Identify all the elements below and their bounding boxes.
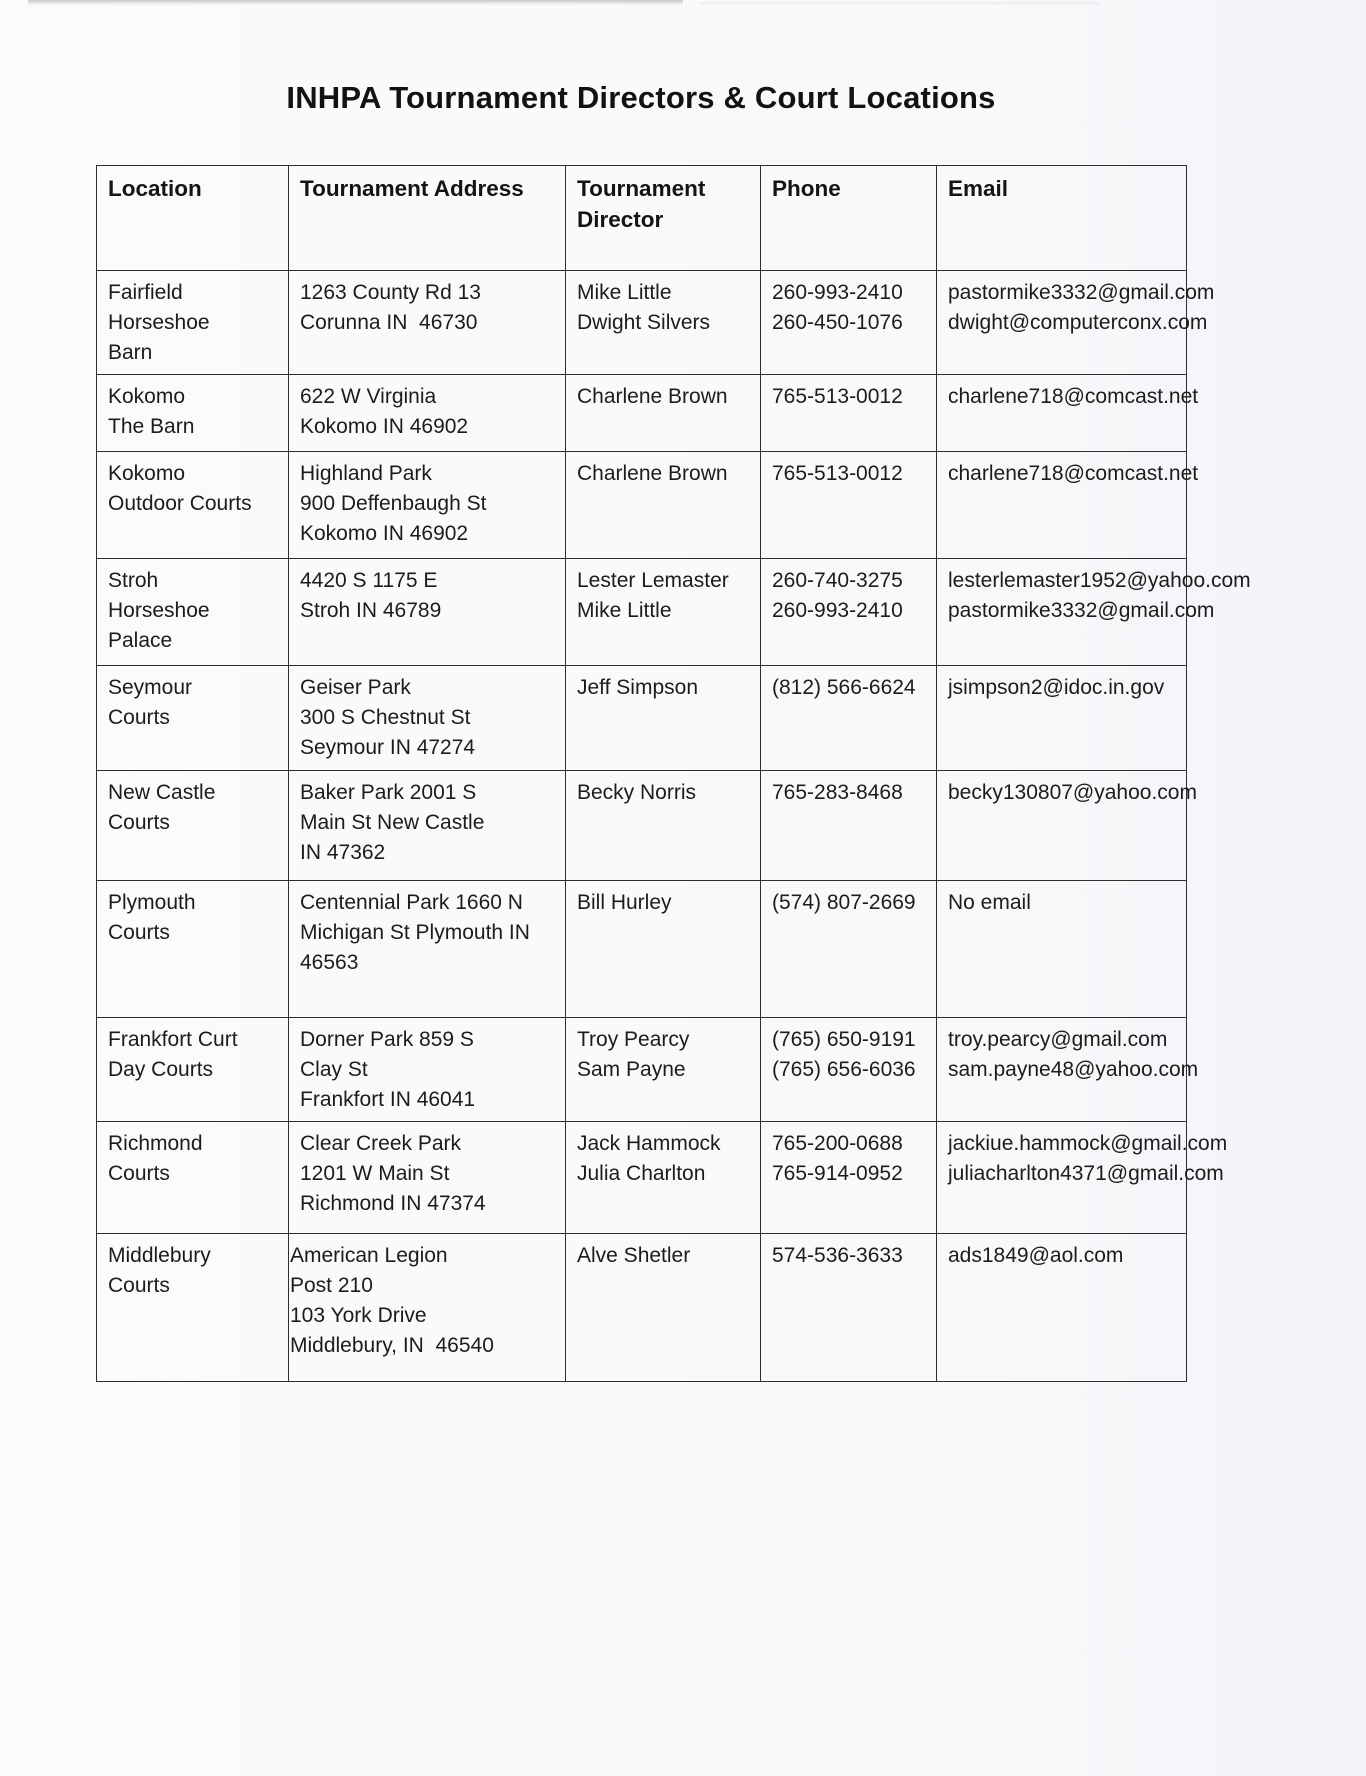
- cell-line: Frankfort IN 46041: [300, 1088, 476, 1111]
- cell-line: jackiue.hammock@gmail.com: [948, 1132, 1228, 1155]
- table-row: [97, 881, 1187, 1018]
- phone-cell: [761, 1122, 937, 1234]
- cell-line: 300 S Chestnut St: [300, 706, 471, 729]
- cell-line: 900 Deffenbaugh St: [300, 492, 487, 515]
- cell-line: 260-450-1076: [772, 311, 903, 334]
- cell-line: Kokomo IN 46902: [300, 522, 469, 545]
- cell-line: ads1849@aol.com: [948, 1244, 1124, 1267]
- table-row: [97, 666, 1187, 771]
- address-cell: [289, 1018, 566, 1122]
- address-cell: [289, 881, 566, 1018]
- cell-line: Middlebury: [108, 1244, 211, 1267]
- location-cell: [97, 1234, 289, 1382]
- location-cell: [97, 1018, 289, 1122]
- phone-cell: [761, 666, 937, 771]
- cell-line: Palace: [108, 629, 173, 652]
- cell-line: Geiser Park: [300, 676, 411, 699]
- cell-line: Highland Park: [300, 462, 432, 485]
- page-title: INHPA Tournament Directors & Court Locations: [286, 80, 996, 115]
- cell-line: (765) 656-6036: [772, 1058, 916, 1081]
- location-cell: [97, 881, 289, 1018]
- email-cell: [937, 881, 1187, 1018]
- location-cell: [97, 771, 289, 881]
- email-cell: [937, 271, 1215, 375]
- location-cell: [97, 452, 289, 559]
- scanned-page: [96, 0, 1251, 1382]
- cell-line: Clay St: [300, 1058, 368, 1081]
- director-cell: [566, 1018, 761, 1122]
- cell-line: Dorner Park 859 S: [300, 1028, 474, 1051]
- table-row: [97, 452, 1187, 559]
- address-cell: [289, 375, 566, 452]
- cell-line: troy.pearcy@gmail.com: [948, 1028, 1168, 1051]
- cell-line: 260-993-2410: [772, 281, 903, 304]
- director-cell: [566, 881, 761, 1018]
- location-cell: [97, 375, 289, 452]
- cell-line: Troy Pearcy: [577, 1028, 690, 1051]
- cell-line: Seymour: [108, 676, 193, 699]
- address-cell: [289, 271, 566, 375]
- cell-line: American Legion: [290, 1244, 448, 1267]
- cell-line: 103 York Drive: [290, 1304, 427, 1327]
- cell-line: Kokomo: [108, 385, 186, 408]
- email-cell: [937, 666, 1187, 771]
- phone-cell: [761, 771, 937, 881]
- cell-line: dwight@computerconx.com: [948, 311, 1208, 334]
- address-cell: [289, 666, 566, 771]
- location-cell: [97, 559, 289, 666]
- cell-line: New Castle: [108, 781, 216, 804]
- phone-cell: [761, 1018, 937, 1122]
- cell-line: Dwight Silvers: [577, 311, 711, 334]
- header-row: [97, 166, 1187, 271]
- cell-line: Outdoor Courts: [108, 492, 252, 515]
- address-cell: [289, 1122, 566, 1234]
- director-cell: [566, 771, 761, 881]
- cell-line: Kokomo: [108, 462, 186, 485]
- table-row: [97, 1234, 1187, 1382]
- cell-line: Richmond: [108, 1132, 203, 1155]
- director-cell: [566, 1122, 761, 1234]
- cell-line: (812) 566-6624: [772, 676, 916, 699]
- location-cell: [97, 1122, 289, 1234]
- cell-line: 260-993-2410: [772, 599, 903, 622]
- cell-line: Courts: [108, 811, 170, 834]
- cell-line: pastormike3332@gmail.com: [948, 599, 1215, 622]
- cell-line: Mike Little: [577, 599, 672, 622]
- director-cell: [566, 559, 761, 666]
- cell-line: Horseshoe: [108, 599, 210, 622]
- cell-line: juliacharlton4371@gmail.com: [948, 1162, 1224, 1185]
- address-cell: [289, 771, 566, 881]
- cell-line: 1263 County Rd 13: [300, 281, 481, 304]
- table-header: [97, 166, 1187, 271]
- email-cell: [937, 1122, 1228, 1234]
- cell-line: 765-513-0012: [772, 385, 903, 408]
- cell-line: Post 210: [290, 1274, 373, 1297]
- cell-line: IN 47362: [300, 841, 386, 864]
- cell-line: Day Courts: [108, 1058, 214, 1081]
- table-row: [97, 1122, 1187, 1234]
- cell-line: No email: [948, 891, 1031, 914]
- cell-line: Plymouth: [108, 891, 196, 914]
- header-phone: Phone: [761, 166, 937, 271]
- cell-line: The Barn: [108, 415, 195, 438]
- table-row: [97, 1018, 1187, 1122]
- header-location: Location: [97, 166, 289, 271]
- cell-line: 260-740-3275: [772, 569, 903, 592]
- cell-line: Courts: [108, 1162, 170, 1185]
- cell-line: Bill Hurley: [577, 891, 672, 914]
- table-row: [97, 559, 1187, 666]
- cell-line: Seymour IN 47274: [300, 736, 476, 759]
- cell-line: charlene718@comcast.net: [948, 385, 1199, 408]
- cell-line: Jack Hammock: [577, 1132, 721, 1155]
- tournament-directors-table: [96, 165, 1251, 1382]
- location-cell: [97, 271, 289, 375]
- phone-cell: [761, 271, 937, 375]
- cell-line: 765-283-8468: [772, 781, 903, 804]
- cell-line: Fairfield: [108, 281, 183, 304]
- cell-line: pastormike3332@gmail.com: [948, 281, 1215, 304]
- email-cell: [937, 559, 1251, 666]
- cell-line: 765-914-0952: [772, 1162, 903, 1185]
- email-cell: [937, 375, 1199, 452]
- cell-line: Courts: [108, 921, 170, 944]
- cell-line: Michigan St Plymouth IN: [300, 921, 530, 944]
- phone-cell: [761, 375, 937, 452]
- phone-cell: [761, 1234, 937, 1382]
- header-tournament-director: Tournament Director: [566, 166, 761, 271]
- cell-line: Frankfort Curt: [108, 1028, 238, 1051]
- cell-line: Lester Lemaster: [577, 569, 729, 592]
- cell-line: 46563: [300, 951, 359, 974]
- cell-line: (574) 807-2669: [772, 891, 916, 914]
- cell-line: sam.payne48@yahoo.com: [948, 1058, 1199, 1081]
- cell-line: Courts: [108, 706, 170, 729]
- cell-line: 622 W Virginia: [300, 385, 437, 408]
- cell-line: Charlene Brown: [577, 385, 728, 408]
- cell-line: Courts: [108, 1274, 170, 1297]
- cell-line: becky130807@yahoo.com: [948, 781, 1197, 804]
- email-cell: [937, 452, 1199, 559]
- cell-line: 4420 S 1175 E: [300, 569, 438, 592]
- director-cell: [566, 1234, 761, 1382]
- cell-line: Jeff Simpson: [577, 676, 699, 699]
- cell-line: Main St New Castle: [300, 811, 485, 834]
- email-cell: [937, 1234, 1187, 1382]
- cell-line: Mike Little: [577, 281, 672, 304]
- director-cell: [566, 375, 761, 452]
- cell-line: 1201 W Main St: [300, 1162, 450, 1185]
- cell-line: Kokomo IN 46902: [300, 415, 469, 438]
- cell-line: Becky Norris: [577, 781, 697, 804]
- address-cell: [289, 452, 566, 559]
- email-cell: [937, 771, 1197, 881]
- cell-line: Corunna IN 46730: [300, 311, 478, 334]
- table-body: [97, 271, 1251, 1382]
- cell-line: 765-513-0012: [772, 462, 903, 485]
- header-email: Email: [937, 166, 1187, 271]
- cell-line: 765-200-0688: [772, 1132, 903, 1155]
- cell-line: lesterlemaster1952@yahoo.com: [948, 569, 1251, 592]
- cell-line: charlene718@comcast.net: [948, 462, 1199, 485]
- director-cell: [566, 271, 761, 375]
- cell-line: 574-536-3633: [772, 1244, 903, 1267]
- address-cell: [289, 1234, 566, 1382]
- cell-line: Centennial Park 1660 N: [300, 891, 523, 914]
- cell-line: Charlene Brown: [577, 462, 728, 485]
- table-row: [97, 375, 1187, 452]
- cell-line: Stroh: [108, 569, 159, 592]
- phone-cell: [761, 881, 937, 1018]
- cell-line: Horseshoe: [108, 311, 210, 334]
- cell-line: Stroh IN 46789: [300, 599, 442, 622]
- cell-line: Alve Shetler: [577, 1244, 691, 1267]
- cell-line: Clear Creek Park: [300, 1132, 462, 1155]
- table-row: [97, 771, 1187, 881]
- address-cell: [289, 559, 566, 666]
- cell-line: Barn: [108, 341, 153, 364]
- phone-cell: [761, 559, 937, 666]
- cell-line: Baker Park 2001 S: [300, 781, 477, 804]
- cell-line: Richmond IN 47374: [300, 1192, 486, 1215]
- cell-line: Sam Payne: [577, 1058, 686, 1081]
- email-cell: [937, 1018, 1199, 1122]
- location-cell: [97, 666, 289, 771]
- cell-line: Julia Charlton: [577, 1162, 706, 1185]
- cell-line: jsimpson2@idoc.in.gov: [948, 676, 1165, 699]
- director-cell: [566, 452, 761, 559]
- table-row: [97, 271, 1187, 375]
- phone-cell: [761, 452, 937, 559]
- director-cell: [566, 666, 761, 771]
- header-tournament-address: Tournament Address: [289, 166, 566, 271]
- cell-line: Middlebury, IN 46540: [290, 1334, 494, 1357]
- cell-line: (765) 650-9191: [772, 1028, 916, 1051]
